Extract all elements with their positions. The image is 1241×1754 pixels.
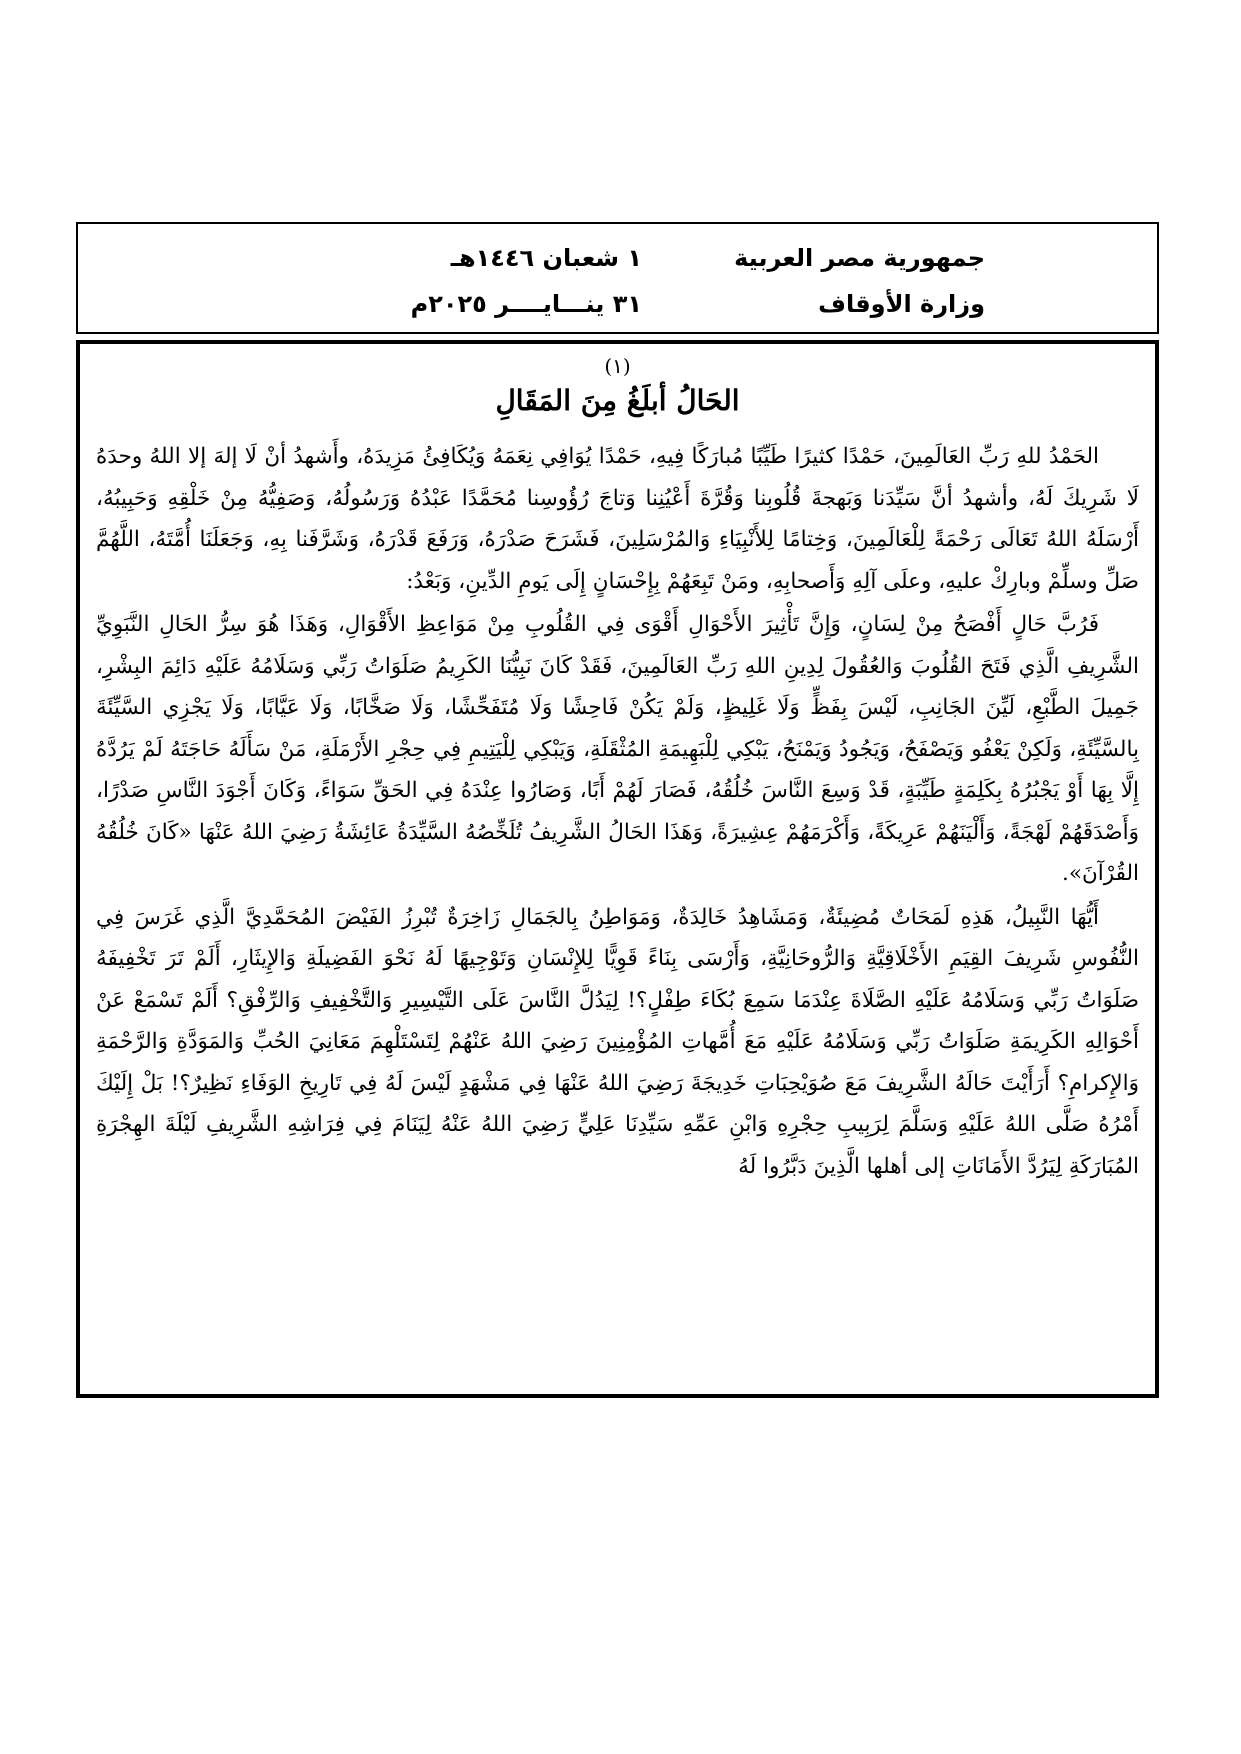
sermon-text (96, 436, 1139, 1189)
gregorian-date: ٣١ ينـــايــــر ٢٠٢٥م (410, 290, 642, 318)
paragraph: فَرُبَّ حَالٍ أَفْصَحُ مِنْ لِسَانٍ، وَإِنَّ تَأْثِيرَ الأَحْوَالِ أَقْوَى فِي القُلُوبِ مِنْ مَوَاعِظِ الأَقْوَالِ، وَهَذَا هُوَ سِرُّ الحَالِ النَّبَوِيِّ الشَّرِيفِ الَّذِي فَتَحَ القُلُوبَ وَالعُقُولَ لِدِينِ اللهِ رَبِّ العَالَمِينَ، فَقَدْ كَانَ نَبِيُّنَا الكَرِيمُ صَلَوَاتُ رَبِّي وَسَلَامُهُ عَلَيْهِ دَائِمَ البِشْرِ، جَمِيلَ الطَّبْعِ، لَيِّنَ الجَانِبِ، لَيْسَ بِفَظٍّ وَلَا غَلِيظٍ، وَلَمْ يَكُنْ فَاحِشًا وَلَا مُتَفَحِّشًا، وَلَا صَخَّابًا، وَلَا عَيَّابًا، وَلَا يَجْزِي السَّيِّئَةَ بِالسَّيِّئَةِ، وَلَكِنْ يَعْفُو وَيَصْفَحُ، وَيَجُودُ وَيَمْنَحُ، يَبْكِي لِلْبَهِيمَةِ المُثْقَلَةِ، وَيَبْكِي لِلْيَتِيمِ فِي حِجْرِ الأَرْمَلَةِ، مَنْ سَأَلَهُ حَاجَتَهُ لَمْ يَرُدَّهُ إِلَّا بِهَا أَوْ يَجْبُرُهُ بِكَلِمَةٍ طَيِّبَةٍ، قَدْ وَسِعَ النَّاسَ خُلُقُهُ، فَصَارَ لَهُمْ أَبًا، وَصَارُوا عِنْدَهُ فِي الحَقِّ سَوَاءً، وَكَانَ أَجْوَدَ النَّاسِ صَدْرًا، وَأَصْدَقَهُمْ لَهْجَةً، وَأَلْيَنَهُمْ عَرِيكَةً، وَأَكْرَمَهُمْ عِشِيرَةً، وَهَذَا الحَالُ الشَّرِيفُ تُلَخِّصُهُ السَّيِّدَةُ عَائِشَةُ رَضِيَ اللهُ عَنْهَا «كَانَ خُلُقُهُ القُرْآنَ». (96, 612, 1139, 886)
page-number: (١) (604, 354, 631, 378)
paragraph: أَيُّهَا النَّبِيلُ، هَذِهِ لَمَحَاتٌ مُضِيئَةٌ، وَمَشَاهِدُ خَالِدَةٌ، وَمَوَاطِنُ بِالجَمَالِ زَاخِرَةٌ تُبْرِزُ الفَيْضَ المُحَمَّدِيَّ الَّذِي غَرَسَ فِي النُّفُوسِ شَرِيفَ القِيَمِ الأَخْلَاقِيَّةِ وَالرُّوحَانِيَّةِ، وَأَرْسَى بِنَاءً قَوِيًّا لِلإِنْسَانِ وَتَوْجِيهًا لَهُ نَحْوَ الفَضِيلَةِ وَالإِيثَارِ، أَلَمْ تَرَ تَخْفِيفَهُ صَلَوَاتُ رَبِّي وَسَلَامُهُ عَلَيْهِ الصَّلَاةَ عِنْدَمَا سَمِعَ بُكَاءَ طِفْلٍ؟! لِيَدُلَّ النَّاسَ عَلَى التَّيْسِيرِ وَالتَّخْفِيفِ وَالرِّفْقِ؟ أَلَمْ تَسْمَعْ عَنْ أَحْوَالِهِ الكَرِيمَةِ صَلَوَاتُ رَبِّي وَسَلَامُهُ عَلَيْهِ مَعَ أُمَّهاتِ المُؤْمِنِينَ رَضِيَ اللهُ عَنْهُمْ لِتَسْتَلْهِمَ مَعَانِيَ الحُبِّ وَالمَوَدَّةِ وَالرَّحْمَةِ وَالإِكرامِ؟ أَرَأَيْتَ حَالَهُ الشَّرِيفَ مَعَ صُوَيْحِبَاتِ خَدِيجَةَ رَضِيَ اللهُ عَنْهَا فِي مَشْهَدٍ لَيْسَ لَهُ فِي تَارِيخِ الوَفَاءِ نَظِيرٌ؟! بَلْ إِلَيْكَ أَمْرُهُ صَلَّى اللهُ عَلَيْهِ وَسَلَّمَ لِرَبِيبِ حِجْرِهِ وَابْنِ عَمِّهِ سَيِّدِنَا عَلِيٍّ رَضِيَ اللهُ عَنْهُ لِيَنَامَ فِي فِرَاشِهِ الشَّرِيفِ لَيْلَةَ الهِجْرَةِ المُبَارَكَةِ لِيَرُدَّ الأَمَانَاتِ إلى أهلها الَّذِينَ دَبَّرُوا لَهُ (96, 904, 1139, 1179)
document-header (76, 222, 1159, 334)
paragraph: الحَمْدُ للهِ رَبِّ العَالَمِينَ، حَمْدًا كثيرًا طَيِّبًا مُبارَكًا فِيهِ، حَمْدًا يُوَافِي نِعَمَهُ وَيُكَافِئُ مَزِيدَهُ، وأَشهدُ أنْ لَا إلهَ إلا اللهُ وحدَهُ لَا شَرِيكَ لَهُ، وأشهدُ أنَّ سَيِّدَنا وَبَهجةَ قُلُوبِنا وَقُرَّةَ أَعْيُنِنا وَتاجَ رُؤُوسِنا مُحَمَّدًا عَبْدُهُ وَرَسُولُهُ، وَصَفِيُّهُ مِنْ خَلْقِهِ وَحَبِيبُهُ، أَرْسَلَهُ اللهُ تَعَالَى رَحْمَةً لِلْعَالَمِينَ، وَخِتامًا لِلأَنْبِيَاءِ وَالمُرْسَلِينَ، فَشَرَحَ صَدْرَهُ، وَرَفَعَ قَدْرَهُ، وَشَرَّفَنا بِهِ، وَجَعَلَنَا أُمَّتَهُ، اللَّهُمَّ صَلِّ وسلِّمْ وبارِكْ عليهِ، وعلَى آلِهِ وَأَصحابِهِ، ومَنْ تَبِعَهُمْ بِإِحْسَانٍ إِلَى يَومِ الدِّينِ، وَبَعْدُ: (96, 444, 1139, 594)
sermon-body (76, 340, 1159, 1398)
country-name: جمهورية مصر العربية (734, 244, 985, 272)
sermon-title: الحَالُ أبلَغُ مِنَ المَقَالِ (495, 384, 740, 417)
hijri-date: ١ شعبان ١٤٤٦هـ (450, 244, 642, 272)
ministry-name: وزارة الأوقاف (818, 290, 985, 318)
